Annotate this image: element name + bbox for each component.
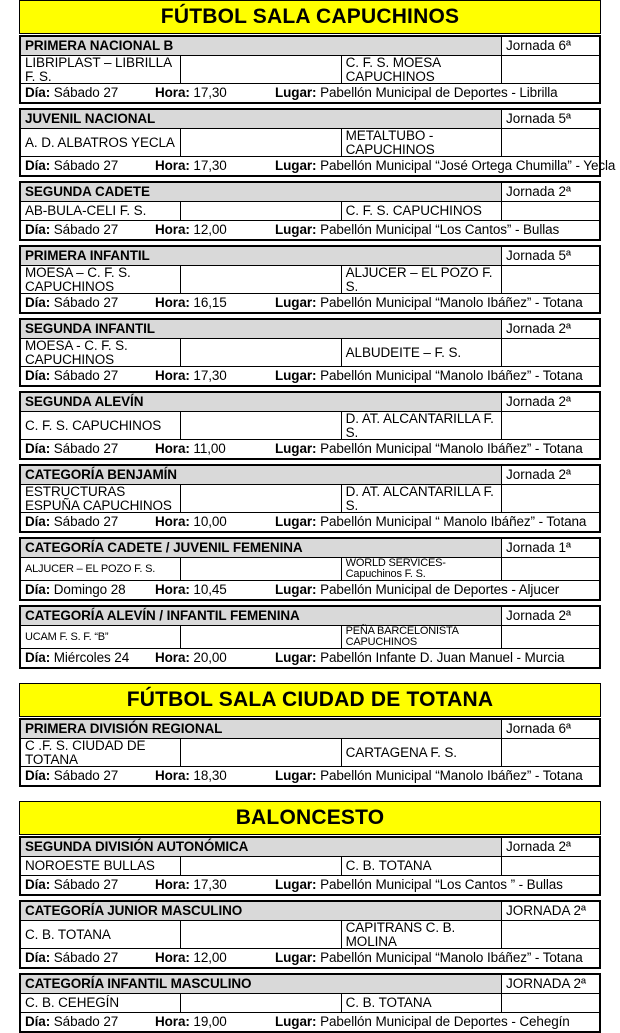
home-score-cell[interactable] (181, 485, 341, 513)
jornada-label: Jornada 5ª (502, 247, 600, 266)
hora-value: 20,00 (193, 650, 227, 666)
category-row (21, 183, 600, 202)
match-row (21, 339, 600, 367)
hora-field (155, 878, 275, 892)
away-score-cell[interactable] (502, 739, 600, 767)
dia-value: Sábado 27 (53, 368, 119, 384)
match-info-row (21, 767, 600, 786)
category-name: JUVENIL NACIONAL (21, 110, 502, 129)
competition-group (19, 605, 601, 669)
hora-label: Hora: (155, 368, 190, 384)
category-name: SEGUNDA CADETE (21, 183, 502, 202)
away-score-cell[interactable] (502, 857, 600, 876)
dia-label: Día: (25, 514, 51, 530)
home-score-cell[interactable] (181, 994, 341, 1013)
category-name: PRIMERA INFANTIL (21, 247, 502, 266)
match-details (21, 876, 600, 895)
hora-field (155, 296, 275, 310)
hora-label: Hora: (155, 1014, 190, 1030)
hora-field (155, 223, 275, 237)
match-info-row (21, 581, 600, 600)
dia-field (25, 223, 155, 237)
lugar-value: Pabellón Municipal “Manolo Ibáñez” - Totana (320, 441, 583, 457)
match-details (21, 221, 600, 240)
lugar-field (275, 442, 583, 456)
home-score-cell[interactable] (181, 129, 341, 157)
hora-label: Hora: (155, 877, 190, 893)
home-team: A. D. ALBATROS YECLA (21, 129, 181, 157)
dia-field (25, 442, 155, 456)
away-score-cell[interactable] (502, 129, 600, 157)
home-team: ESTRUCTURAS ESPUÑA CAPUCHINOS (21, 485, 181, 513)
dia-field (25, 651, 155, 665)
hora-label: Hora: (155, 582, 190, 598)
competition-table (20, 901, 600, 968)
category-row (21, 320, 600, 339)
dia-label: Día: (25, 158, 51, 174)
away-team: C. F. S. MOESA CAPUCHINOS (341, 56, 501, 84)
lugar-label: Lugar: (275, 950, 317, 966)
hora-value: 17,30 (193, 368, 227, 384)
match-row (21, 202, 600, 221)
lugar-label: Lugar: (275, 85, 317, 101)
hora-field (155, 651, 275, 665)
lugar-field (275, 651, 564, 665)
hora-label: Hora: (155, 222, 190, 238)
home-team: C .F. S. CIUDAD DE TOTANA (21, 739, 181, 767)
hora-value: 18,30 (193, 768, 227, 784)
sport-banner-title: BALONCESTO (19, 801, 601, 835)
lugar-label: Lugar: (275, 295, 317, 311)
hora-label: Hora: (155, 85, 190, 101)
dia-field (25, 878, 155, 892)
competition-table (20, 606, 600, 668)
match-info-row (21, 949, 600, 968)
lugar-label: Lugar: (275, 877, 317, 893)
hora-value: 16,15 (193, 295, 227, 311)
away-team: METALTUBO - CAPUCHINOS (341, 129, 501, 157)
match-row (21, 857, 600, 876)
category-row (21, 902, 600, 921)
lugar-value: Pabellón Municipal “Manolo Ibáñez” - Totana (320, 295, 583, 311)
lugar-field (275, 515, 586, 529)
dia-value: Sábado 27 (53, 1014, 119, 1030)
home-team: AB-BULA-CELI F. S. (21, 202, 181, 221)
lugar-value: Pabellón Municipal “José Ortega Chumilla” - Yecla (320, 158, 616, 174)
competition-group (19, 318, 601, 387)
competition-group (19, 537, 601, 601)
away-team: C. F. S. CAPUCHINOS (341, 202, 501, 221)
match-row (21, 129, 600, 157)
hora-label: Hora: (155, 441, 190, 457)
away-team: CAPITRANS C. B. MOLINA (341, 921, 501, 949)
competition-table (20, 465, 600, 532)
category-row (21, 975, 600, 994)
jornada-label: Jornada 2ª (502, 183, 600, 202)
category-name: SEGUNDA DIVISIÓN AUTONÓMICA (21, 838, 502, 857)
match-details (21, 767, 600, 786)
dia-value: Domingo 28 (53, 582, 126, 598)
home-score-cell[interactable] (181, 739, 341, 767)
hora-field (155, 86, 275, 100)
lugar-value: Pabellón Municipal “Los Cantos” - Bullas (320, 222, 560, 238)
hora-value: 12,00 (193, 950, 227, 966)
lugar-value: Pabellón Municipal “Manolo Ibáñez” - Totana (320, 950, 583, 966)
home-team: NOROESTE BULLAS (21, 857, 181, 876)
jornada-label: JORNADA 2ª (502, 902, 600, 921)
category-row (21, 393, 600, 412)
hora-label: Hora: (155, 650, 190, 666)
jornada-label: Jornada 2ª (502, 607, 600, 626)
competition-table (20, 182, 600, 240)
hora-field (155, 583, 275, 597)
dia-label: Día: (25, 650, 51, 666)
match-info-row (21, 157, 600, 176)
jornada-label: Jornada 6ª (502, 720, 600, 739)
match-info-row (21, 440, 600, 459)
dia-field (25, 1015, 155, 1029)
match-details (21, 84, 600, 103)
hora-field (155, 1015, 275, 1029)
dia-field (25, 583, 155, 597)
away-score-cell[interactable] (502, 626, 600, 649)
jornada-label: JORNADA 2ª (502, 975, 600, 994)
match-info-row (21, 649, 600, 668)
hora-value: 11,00 (193, 441, 226, 457)
away-score-cell[interactable] (502, 558, 600, 581)
match-details (21, 513, 600, 532)
away-score-cell[interactable] (502, 994, 600, 1013)
home-team: UCAM F. S. F. “B” (21, 626, 181, 649)
lugar-field (275, 769, 583, 783)
hora-field (155, 769, 275, 783)
lugar-field (275, 1015, 570, 1029)
competition-table (20, 837, 600, 895)
hora-label: Hora: (155, 158, 190, 174)
hora-label: Hora: (155, 514, 190, 530)
category-name: SEGUNDA INFANTIL (21, 320, 502, 339)
sport-section (19, 801, 601, 1033)
home-score-cell[interactable] (181, 857, 341, 876)
lugar-value: Pabellón Municipal “ Manolo Ibáñez” - Totana (320, 514, 587, 530)
home-team: C. B. TOTANA (21, 921, 181, 949)
lugar-label: Lugar: (275, 222, 317, 238)
dia-field (25, 369, 155, 383)
competition-table (20, 974, 600, 1032)
category-row (21, 838, 600, 857)
match-info-row (21, 221, 600, 240)
dia-value: Sábado 27 (53, 295, 119, 311)
match-details (21, 949, 600, 968)
lugar-value: Pabellón Municipal “Los Cantos ” - Bullas (320, 877, 563, 893)
dia-label: Día: (25, 368, 51, 384)
sport-banner-title: FÚTBOL SALA CIUDAD DE TOTANA (19, 683, 601, 717)
dia-field (25, 769, 155, 783)
lugar-label: Lugar: (275, 514, 317, 530)
jornada-label: Jornada 2ª (502, 393, 600, 412)
hora-label: Hora: (155, 295, 190, 311)
away-score-cell[interactable] (502, 339, 600, 367)
home-team: LIBRIPLAST – LIBRILLA F. S. (21, 56, 181, 84)
home-score-cell[interactable] (181, 626, 341, 649)
category-row (21, 607, 600, 626)
lugar-label: Lugar: (275, 368, 317, 384)
lugar-label: Lugar: (275, 582, 317, 598)
dia-value: Sábado 27 (53, 514, 119, 530)
match-info-row (21, 513, 600, 532)
dia-value: Sábado 27 (53, 768, 119, 784)
away-team: ALJUCER – EL POZO F. S. (341, 266, 501, 294)
jornada-label: Jornada 2ª (502, 320, 600, 339)
match-details (21, 367, 600, 386)
dia-label: Día: (25, 768, 51, 784)
dia-value: Sábado 27 (53, 441, 119, 457)
jornada-label: Jornada 1ª (502, 539, 600, 558)
category-name: PRIMERA NACIONAL B (21, 37, 502, 56)
lugar-label: Lugar: (275, 1014, 317, 1030)
away-score-cell[interactable] (502, 56, 600, 84)
hora-label: Hora: (155, 768, 190, 784)
lugar-value: Pabellón Municipal “Manolo Ibáñez” - Totana (320, 368, 583, 384)
section-gap (0, 669, 620, 683)
match-details (21, 157, 616, 176)
away-team: C. B. TOTANA (341, 857, 501, 876)
match-details (21, 440, 600, 459)
home-score-cell[interactable] (181, 202, 341, 221)
away-score-cell[interactable] (502, 266, 600, 294)
match-details (21, 294, 600, 313)
lugar-value: Pabellón Municipal “Manolo Ibáñez” - Totana (320, 768, 583, 784)
hora-value: 17,30 (193, 85, 227, 101)
dia-label: Día: (25, 222, 51, 238)
home-team: C. B. CEHEGÍN (21, 994, 181, 1013)
category-name: CATEGORÍA INFANTIL MASCULINO (21, 975, 502, 994)
dia-label: Día: (25, 441, 51, 457)
hora-field (155, 951, 275, 965)
category-row (21, 539, 600, 558)
lugar-label: Lugar: (275, 441, 317, 457)
dia-label: Día: (25, 950, 51, 966)
dia-field (25, 296, 155, 310)
category-name: CATEGORÍA ALEVÍN / INFANTIL FEMENINA (21, 607, 502, 626)
competition-table (20, 246, 600, 313)
away-team: ALBUDEITE – F. S. (341, 339, 501, 367)
competition-group (19, 900, 601, 969)
match-row (21, 56, 600, 84)
match-info-row (21, 876, 600, 895)
lugar-value: Pabellón Municipal de Deportes - Cehegín (320, 1014, 570, 1030)
home-score-cell[interactable] (181, 56, 341, 84)
lugar-field (275, 878, 563, 892)
competition-table (20, 36, 600, 103)
dia-label: Día: (25, 295, 51, 311)
dia-value: Miércoles 24 (53, 650, 130, 666)
lugar-value: Pabellón Municipal de Deportes - Librilla (320, 85, 558, 101)
lugar-label: Lugar: (275, 650, 317, 666)
hora-field (155, 442, 275, 456)
dia-value: Sábado 27 (53, 222, 119, 238)
home-score-cell[interactable] (181, 339, 341, 367)
competition-group (19, 35, 601, 104)
away-team: C. B. TOTANA (341, 994, 501, 1013)
match-row (21, 485, 600, 513)
lugar-field (275, 583, 559, 597)
section-gap (0, 787, 620, 801)
hora-value: 19,00 (193, 1014, 227, 1030)
match-info-row (21, 84, 600, 103)
match-details (21, 581, 600, 600)
sport-banner-title: FÚTBOL SALA CAPUCHINOS (19, 0, 601, 34)
away-team: D. AT. ALCANTARILLA F. S. (341, 485, 501, 513)
competition-group (19, 718, 601, 787)
home-team: MOESA - C. F. S. CAPUCHINOS (21, 339, 181, 367)
competition-group (19, 108, 616, 177)
away-score-cell[interactable] (502, 412, 600, 440)
category-row (21, 110, 600, 129)
away-team: CARTAGENA F. S. (341, 739, 501, 767)
home-team: C. F. S. CAPUCHINOS (21, 412, 181, 440)
lugar-field (275, 951, 583, 965)
match-row (21, 558, 600, 581)
dia-field (25, 159, 155, 173)
dia-value: Sábado 27 (53, 950, 119, 966)
competition-group (19, 181, 601, 241)
category-name: PRIMERA DIVISIÓN REGIONAL (21, 720, 502, 739)
competition-group (19, 245, 601, 314)
competition-table (20, 109, 616, 176)
sport-section (19, 683, 601, 787)
home-team: MOESA – C. F. S. CAPUCHINOS (21, 266, 181, 294)
hora-value: 17,30 (193, 877, 227, 893)
competition-table (20, 719, 600, 786)
away-team: WORLD SERVICES-Capuchinos F. S. (341, 558, 501, 581)
match-info-row (21, 367, 600, 386)
jornada-label: Jornada 6ª (502, 37, 600, 56)
lugar-value: Pabellón Infante D. Juan Manuel - Murcia (320, 650, 565, 666)
category-row (21, 466, 600, 485)
match-row (21, 412, 600, 440)
category-name: SEGUNDA ALEVÍN (21, 393, 502, 412)
category-name: CATEGORÍA CADETE / JUVENIL FEMENINA (21, 539, 502, 558)
match-row (21, 994, 600, 1013)
match-row (21, 921, 600, 949)
dia-field (25, 86, 155, 100)
match-details (21, 1013, 600, 1032)
lugar-label: Lugar: (275, 768, 317, 784)
dia-field (25, 951, 155, 965)
lugar-field (275, 369, 583, 383)
home-score-cell[interactable] (181, 921, 341, 949)
competition-table (20, 392, 600, 459)
dia-value: Sábado 27 (53, 877, 119, 893)
hora-value: 10,45 (193, 582, 227, 598)
match-row (21, 739, 600, 767)
lugar-field (275, 223, 559, 237)
dia-label: Día: (25, 85, 51, 101)
away-score-cell[interactable] (502, 485, 600, 513)
hora-value: 17,30 (193, 158, 227, 174)
hora-value: 12,00 (193, 222, 227, 238)
jornada-label: Jornada 2ª (502, 838, 600, 857)
competition-group (19, 464, 601, 533)
match-info-row (21, 1013, 600, 1032)
dia-value: Sábado 27 (53, 158, 119, 174)
competition-group (19, 973, 601, 1033)
category-row (21, 720, 600, 739)
away-team: D. AT. ALCANTARILLA F. S. (341, 412, 501, 440)
hora-field (155, 515, 275, 529)
category-row (21, 37, 600, 56)
hora-label: Hora: (155, 950, 190, 966)
dia-field (25, 515, 155, 529)
dia-label: Día: (25, 1014, 51, 1030)
competition-group (19, 391, 601, 460)
home-score-cell[interactable] (181, 558, 341, 581)
lugar-field (275, 86, 558, 100)
dia-label: Día: (25, 877, 51, 893)
jornada-label: Jornada 5ª (502, 110, 600, 129)
match-info-row (21, 294, 600, 313)
lugar-field (275, 296, 583, 310)
lugar-field (275, 159, 615, 173)
competition-table (20, 538, 600, 600)
hora-field (155, 159, 275, 173)
competition-table (20, 319, 600, 386)
home-score-cell[interactable] (181, 412, 341, 440)
match-row (21, 266, 600, 294)
hora-field (155, 369, 275, 383)
category-name: CATEGORÍA JUNIOR MASCULINO (21, 902, 502, 921)
lugar-label: Lugar: (275, 158, 317, 174)
home-score-cell[interactable] (181, 266, 341, 294)
home-team: ALJUCER – EL POZO F. S. (21, 558, 181, 581)
match-details (21, 649, 600, 668)
category-name: CATEGORÍA BENJAMÍN (21, 466, 502, 485)
competition-group (19, 836, 601, 896)
jornada-label: Jornada 2ª (502, 466, 600, 485)
away-team: PEÑA BARCELONISTA CAPUCHINOS (341, 626, 501, 649)
hora-value: 10,00 (193, 514, 227, 530)
away-score-cell[interactable] (502, 202, 600, 221)
lugar-value: Pabellón Municipal de Deportes - Aljucer (320, 582, 560, 598)
category-row (21, 247, 600, 266)
sport-section (19, 0, 616, 669)
match-row (21, 626, 600, 649)
dia-value: Sábado 27 (53, 85, 119, 101)
away-score-cell[interactable] (502, 921, 600, 949)
dia-label: Día: (25, 582, 51, 598)
